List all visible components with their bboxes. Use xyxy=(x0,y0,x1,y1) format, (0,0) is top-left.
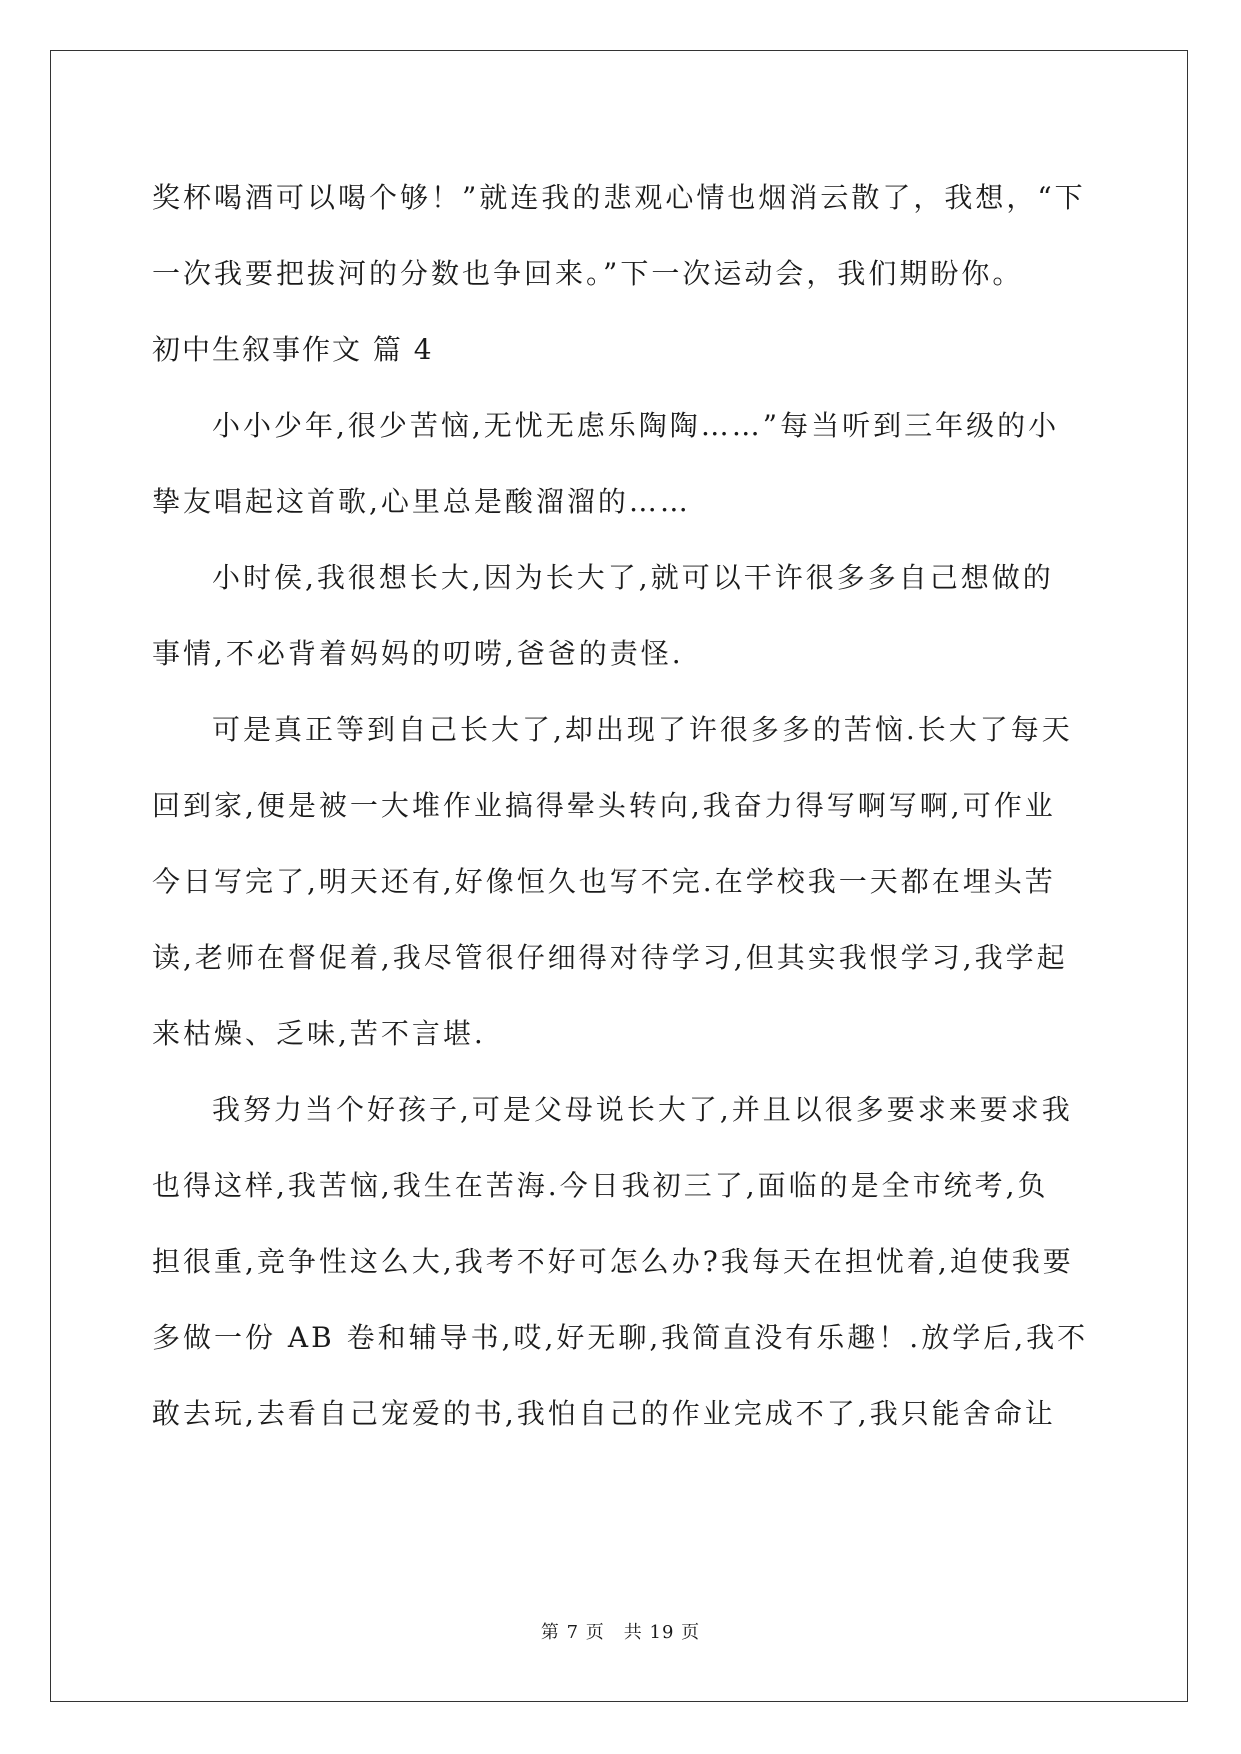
text-line: 也得这样,我苦恼,我生在苦海.今日我初三了,面临的是全市统考,负 xyxy=(152,1169,1049,1202)
document-body xyxy=(152,160,1089,1452)
text-line: 多做一份 AB 卷和辅导书,哎,好无聊,我简直没有乐趣！.放学后,我不 xyxy=(152,1321,1089,1354)
text-line: 奖杯喝酒可以喝个够！”就连我的悲观心情也烟消云散了，我想，“下 xyxy=(152,181,1086,214)
text-line: 担很重,竞争性这么大,我考不好可怎么办?我每天在担忧着,迫使我要 xyxy=(152,1245,1074,1278)
page-number: 第 7 页 共 19 页 xyxy=(540,1622,701,1643)
text-line: 我努力当个好孩子,可是父母说长大了,并且以很多要求来要求我 xyxy=(212,1093,1073,1126)
section-heading: 初中生叙事作文 篇 4 xyxy=(152,333,434,366)
text-line: 一次我要把拔河的分数也争回来。”下一次运动会，我们期盼你。 xyxy=(152,257,1024,290)
text-line: 事情,不必背着妈妈的叨唠,爸爸的责怪. xyxy=(152,637,684,670)
text-line: 敢去玩,去看自己宠爱的书,我怕自己的作业完成不了,我只能舍命让 xyxy=(152,1397,1056,1430)
text-line: 小时侯,我很想长大,因为长大了,就可以干许很多多自己想做的 xyxy=(212,561,1054,594)
text-line: 今日写完了,明天还有,好像恒久也写不完.在学校我一天都在埋头苦 xyxy=(152,865,1056,898)
text-line: 可是真正等到自己长大了,却出现了许很多多的苦恼.长大了每天 xyxy=(212,713,1073,746)
text-line: 挚友唱起这首歌,心里总是酸溜溜的…… xyxy=(152,485,691,518)
text-line: 来枯燥、乏味,苦不言堪. xyxy=(152,1017,486,1050)
text-line: 回到家,便是被一大堆作业搞得晕头转向,我奋力得写啊写啊,可作业 xyxy=(152,789,1056,822)
text-line: 读,老师在督促着,我尽管很仔细得对待学习,但其实我恨学习,我学起 xyxy=(152,941,1068,974)
text-line: 小小少年,很少苦恼,无忧无虑乐陶陶……”每当听到三年级的小 xyxy=(212,409,1060,442)
